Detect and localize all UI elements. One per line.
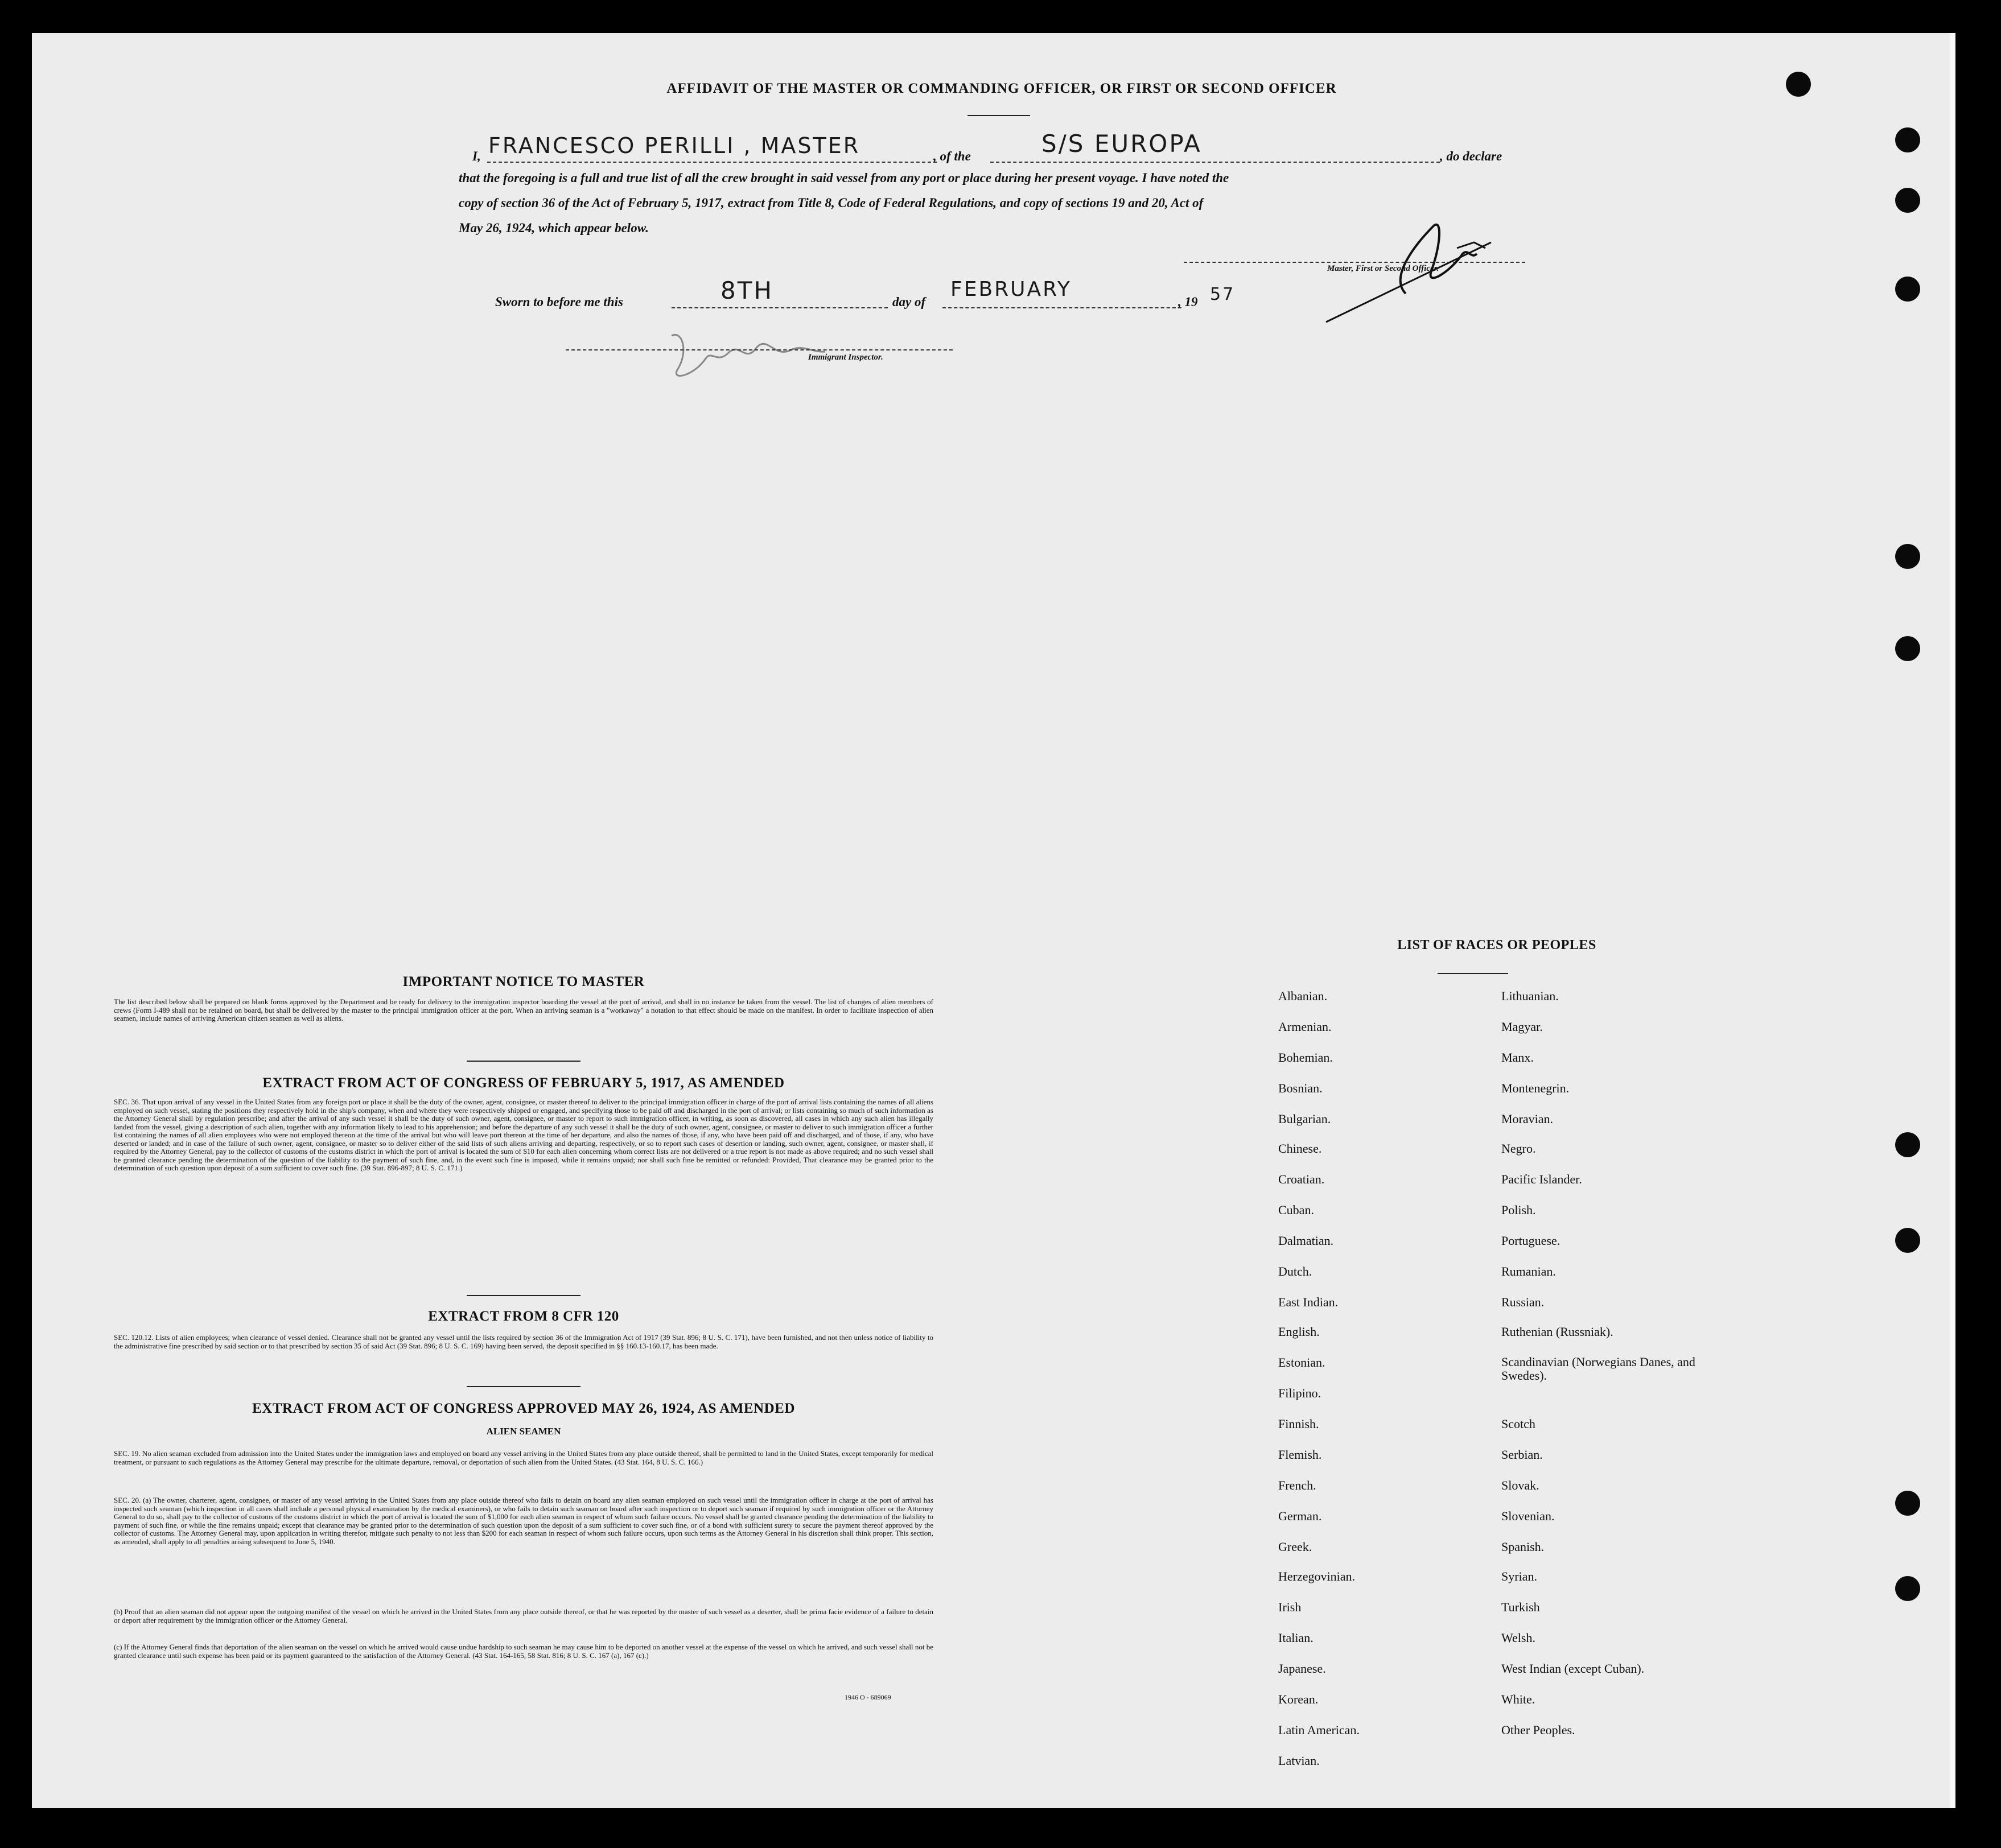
punch-hole <box>1895 1132 1920 1157</box>
race-item: Greek. <box>1278 1540 1312 1554</box>
race-item: Cuban. <box>1278 1203 1314 1217</box>
race-item: Moravian. <box>1501 1112 1554 1126</box>
punch-hole <box>1786 72 1811 97</box>
i-prefix: I, <box>472 149 481 163</box>
year-prefix: , 19 <box>1178 295 1198 309</box>
race-item: Croatian. <box>1278 1172 1325 1186</box>
race-item: Latvian. <box>1278 1754 1320 1768</box>
race-item: Manx. <box>1501 1050 1534 1065</box>
race-item: Pacific Islander. <box>1501 1172 1582 1186</box>
month-line <box>942 307 1181 308</box>
master-name-handwritten: FRANCESCO PERILLI , MASTER <box>488 133 860 158</box>
extract-1917-title: EXTRACT FROM ACT OF CONGRESS OF FEBRUARY 5, 1917, AS AMENDED <box>262 1075 785 1091</box>
divider <box>467 1386 580 1387</box>
race-item: Polish. <box>1501 1203 1536 1217</box>
race-item: Turkish <box>1501 1600 1540 1614</box>
race-item: Korean. <box>1278 1692 1319 1706</box>
races-title: LIST OF RACES OR PEOPLES <box>1397 938 1596 952</box>
race-item: Scotch <box>1501 1417 1535 1431</box>
race-item: Chinese. <box>1278 1141 1322 1156</box>
extract-1924-sec19: SEC. 19. No alien seaman excluded from admission into the United States under the immigration laws and employed on board any vessel arriving in the United States from any place outside thereof, shall be permitted to land in the United States, except temporarily for medical treatment, or pursuant to such regulations as the Attorney General may prescribe for the ultimate departure, removal, or deportation of such alien from the United States. (43 Stat. 164, 8 U. S. C. 166.) <box>114 1449 933 1466</box>
race-item: Negro. <box>1501 1141 1536 1156</box>
race-item: Flemish. <box>1278 1447 1322 1462</box>
race-item: Latin American. <box>1278 1723 1360 1737</box>
punch-hole <box>1895 127 1920 152</box>
extract-1924-sec20c: (c) If the Attorney General finds that deportation of the alien seaman on the vessel on which he arrived would cause undue hardship to such seaman he may cause him to be deported on another vessel at the expense of the vessel on which he arrived, and such vessel shall not be granted clearance until such expense has been paid or its payment guaranteed to the satisfaction of the Attorney General. (43 Stat. 164-165, 58 Stat. 816; 8 U. S. C. 167 (a), 167 (c).) <box>114 1643 933 1660</box>
punch-hole <box>1895 1576 1920 1601</box>
race-item: Japanese. <box>1278 1661 1326 1676</box>
master-name-line <box>487 162 937 163</box>
punch-hole <box>1895 277 1920 302</box>
race-item: English. <box>1278 1325 1320 1339</box>
divider <box>467 1295 580 1296</box>
extract-1924-subtitle: ALIEN SEAMEN <box>486 1426 561 1437</box>
day-handwritten: 8TH <box>720 277 773 304</box>
extract-1924-sec20a: SEC. 20. (a) The owner, charterer, agent, consignee, or master of any vessel arriving in the United States from any place outside thereof who fails to detain on board any alien seaman employed on such vessel until the immigration officer in charge at the port of arrival has inspected such seaman (which inspection in all cases shall include a personal physical examination by the medical examiners), or who fails to detain such seaman on board after such inspection or to deport such seaman if required by such immigration officer or the Attorney General to do so, shall pay to the collector of customs of the customs district in which the port of arrival is located the sum of $1,000 for each alien seaman in respect of whom such failure occurs. No vessel shall be granted clearance pending the determination of the liability to payment of such fine, or while the fine remains unpaid; except that clearance may be granted prior to the determination of such question upon the deposit of a sum sufficient to cover such fine, or of a bond with sufficient surety to secure the payment thereof approved by the collector of customs. The Attorney General may, upon application in writing therefor, mitigate such penalty to not less than $200 for each seaman in respect of whom such failure occurs, upon such terms as the Attorney General in his discretion shall think proper. This section, as amended, shall apply to all penalties arising subsequent to June 5, 1940. <box>114 1496 933 1546</box>
vessel-handwritten: S/S EUROPA <box>1041 130 1202 158</box>
race-item: Scandinavian (Norwegians Danes, and Swedes). <box>1501 1355 1695 1383</box>
day-of-label: day of <box>892 295 926 309</box>
extract-1924-sec20b: (b) Proof that an alien seaman did not appear upon the outgoing manifest of the vessel on which he arrived in the United States from any place outside thereof, or that he was reported by the master of such vessel as a deserter, shall be prima facie evidence of a failure to detain or deport after requirement by the immigration officer or the Attorney General. <box>114 1607 933 1624</box>
race-item: East Indian. <box>1278 1295 1339 1309</box>
title-rule <box>967 115 1030 116</box>
race-item: Italian. <box>1278 1631 1314 1645</box>
race-item: Filipino. <box>1278 1386 1321 1400</box>
race-item: Irish <box>1278 1600 1302 1614</box>
master-signature-label: Master, First or Second Officer. <box>1327 264 1439 273</box>
race-item: Portuguese. <box>1501 1234 1561 1248</box>
race-item: Dalmatian. <box>1278 1234 1334 1248</box>
affidavit-title: AFFIDAVIT OF THE MASTER OR COMMANDING OFFICER, OR FIRST OR SECOND OFFICER <box>666 81 1337 96</box>
race-item: Other Peoples. <box>1501 1723 1575 1737</box>
inspector-label: Immigrant Inspector. <box>808 353 883 362</box>
do-declare-label: , do declare <box>1440 149 1502 163</box>
race-item: Armenian. <box>1278 1020 1332 1034</box>
race-item: Magyar. <box>1501 1020 1543 1034</box>
punch-hole <box>1895 188 1920 213</box>
race-item: Welsh. <box>1501 1631 1535 1645</box>
race-item: Syrian. <box>1501 1569 1537 1583</box>
punch-hole <box>1895 1491 1920 1516</box>
race-item: German. <box>1278 1509 1322 1523</box>
punch-hole <box>1895 544 1920 569</box>
races-title-rule <box>1438 973 1508 974</box>
print-code: 1946 O - 689069 <box>845 1693 891 1701</box>
race-item: Lithuanian. <box>1501 989 1559 1003</box>
extract-cfr-title: EXTRACT FROM 8 CFR 120 <box>428 1309 619 1324</box>
race-item: Serbian. <box>1501 1447 1543 1462</box>
race-item: Rumanian. <box>1501 1264 1556 1278</box>
vessel-line <box>990 162 1440 163</box>
notice-body: The list described below shall be prepared on blank forms approved by the Department and be ready for delivery to the immigration inspector boarding the vessel at the port of arrival, and shall in no instance be taken from the vessel. The list of changes of alien members of crews (Form I-489 shall not be retained on board, but shall be delivered by the master to the principal immigration officer at the port. When an arriving seaman is a "workaway" a notation to that effect should be made on the manifest. In order to facilitate inspection of alien seamen, include names of arriving American citizen seamen as well as aliens. <box>114 997 933 1022</box>
inspector-line <box>566 349 953 350</box>
race-item: Herzegovinian. <box>1278 1569 1355 1583</box>
day-line <box>672 307 888 308</box>
race-item: Slovak. <box>1501 1478 1539 1492</box>
extract-1924-title: EXTRACT FROM ACT OF CONGRESS APPROVED MAY 26, 1924, AS AMENDED <box>252 1401 795 1416</box>
punch-hole <box>1895 1228 1920 1253</box>
race-item: Albanian. <box>1278 989 1328 1003</box>
divider <box>467 1061 580 1062</box>
race-item: Dutch. <box>1278 1264 1312 1278</box>
of-the-label: , of the <box>933 149 971 163</box>
race-item: French. <box>1278 1478 1316 1492</box>
race-item: White. <box>1501 1692 1535 1706</box>
race-item: Bulgarian. <box>1278 1112 1331 1126</box>
race-item: Slovenian. <box>1501 1509 1555 1523</box>
race-item: Estonian. <box>1278 1355 1325 1370</box>
affidavit-body-line2: copy of section 36 of the Act of February 5, 1917, extract from Title 8, Code of Federal Regulations, and copy of sections 19 and 20, Act of <box>459 196 1204 210</box>
race-item: Spanish. <box>1501 1540 1545 1554</box>
affidavit-body-line3: May 26, 1924, which appear below. <box>459 221 649 235</box>
year-handwritten: 57 <box>1210 284 1236 304</box>
inspector-signature <box>660 319 831 390</box>
race-item: Finnish. <box>1278 1417 1319 1431</box>
race-item: West Indian (except Cuban). <box>1501 1661 1645 1676</box>
race-item: Russian. <box>1501 1295 1545 1309</box>
extract-1917-body: SEC. 36. That upon arrival of any vessel in the United States from any foreign port or place it shall be the duty of the owner, agent, consignee, or master thereof to deliver to the principal immigration officer in charge of the port of arrival lists containing the names of all aliens employed on such vessel, stating the positions they respectively hold in the ship's company, when and where they were respectively shipped or engaged, and specifying those to be paid off and discharged in the port of arrival; or lists containing so much of such information as the Attorney General shall by regulation prescribe; and after the arrival of any such vessel it shall be the duty of such owner, agent, consignee, or master to report to such immigration officer, in writing, as soon as discovered, all cases in which any such alien has illegally landed from the vessel, giving a description of such alien, together with any information likely to lead to his apprehension; and before the departure of any such vessel it shall be the duty of such owner, agent, consignee, or master to deliver to such immigration officer a further list containing the names of all alien employees who were not employed thereon at the time of the arrival but who will leave port thereon at the time of her departure, and also the names of those, if any, who have been paid off and discharged, and of those, if any, who have deserted or landed; and in case of the failure of such owner, agent, consignee, or master so to deliver either of the said lists of such aliens arriving and departing, respectively, or so to report such cases of desertion or landing, such owner, agent, consignee, or master shall, if required by the Attorney General, pay to the collector of customs of the customs district in which the port of arrival is located the sum of $10 for each alien concerning whom correct lists are not delivered or a true report is not made as above required; and no such vessel shall be granted clearance pending the determination of the question of the liability to the payment of such fine, and, in the event such fine is imposed, while it remains unpaid; nor shall such fine be remitted or refunded: Provided, That clearance may be granted prior to the determination of such question upon deposit of a sum sufficient to cover such fine. (39 Stat. 896-897; 8 U. S. C. 171.) <box>114 1098 933 1172</box>
race-item: Bosnian. <box>1278 1081 1323 1095</box>
extract-cfr-body: SEC. 120.12. Lists of alien employees; when clearance of vessel denied. Clearance shall not be granted any vessel until the lists required by section 36 of the Immigration Act of 1917 (39 Stat. 896; 8 U. S. C. 171), have been furnished, and not then unless notice of liability to the administrative fine prescribed by said section or to that prescribed by section 35 of said Act (39 Stat. 896; 8 U. S. C. 169) having been served, the deposit specified in §§ 160.13-160.17, has been made. <box>114 1333 933 1350</box>
notice-title: IMPORTANT NOTICE TO MASTER <box>402 974 645 989</box>
month-handwritten: FEBRUARY <box>950 278 1072 301</box>
race-item: Ruthenian (Russniak). <box>1501 1325 1613 1339</box>
race-item: Bohemian. <box>1278 1050 1333 1065</box>
affidavit-body-line1: that the foregoing is a full and true list of all the crew brought in said vessel from any port or place during her present voyage. I have noted the <box>459 171 1229 185</box>
race-item: Montenegrin. <box>1501 1081 1570 1095</box>
sworn-label: Sworn to before me this <box>495 295 623 309</box>
punch-hole <box>1895 636 1920 661</box>
